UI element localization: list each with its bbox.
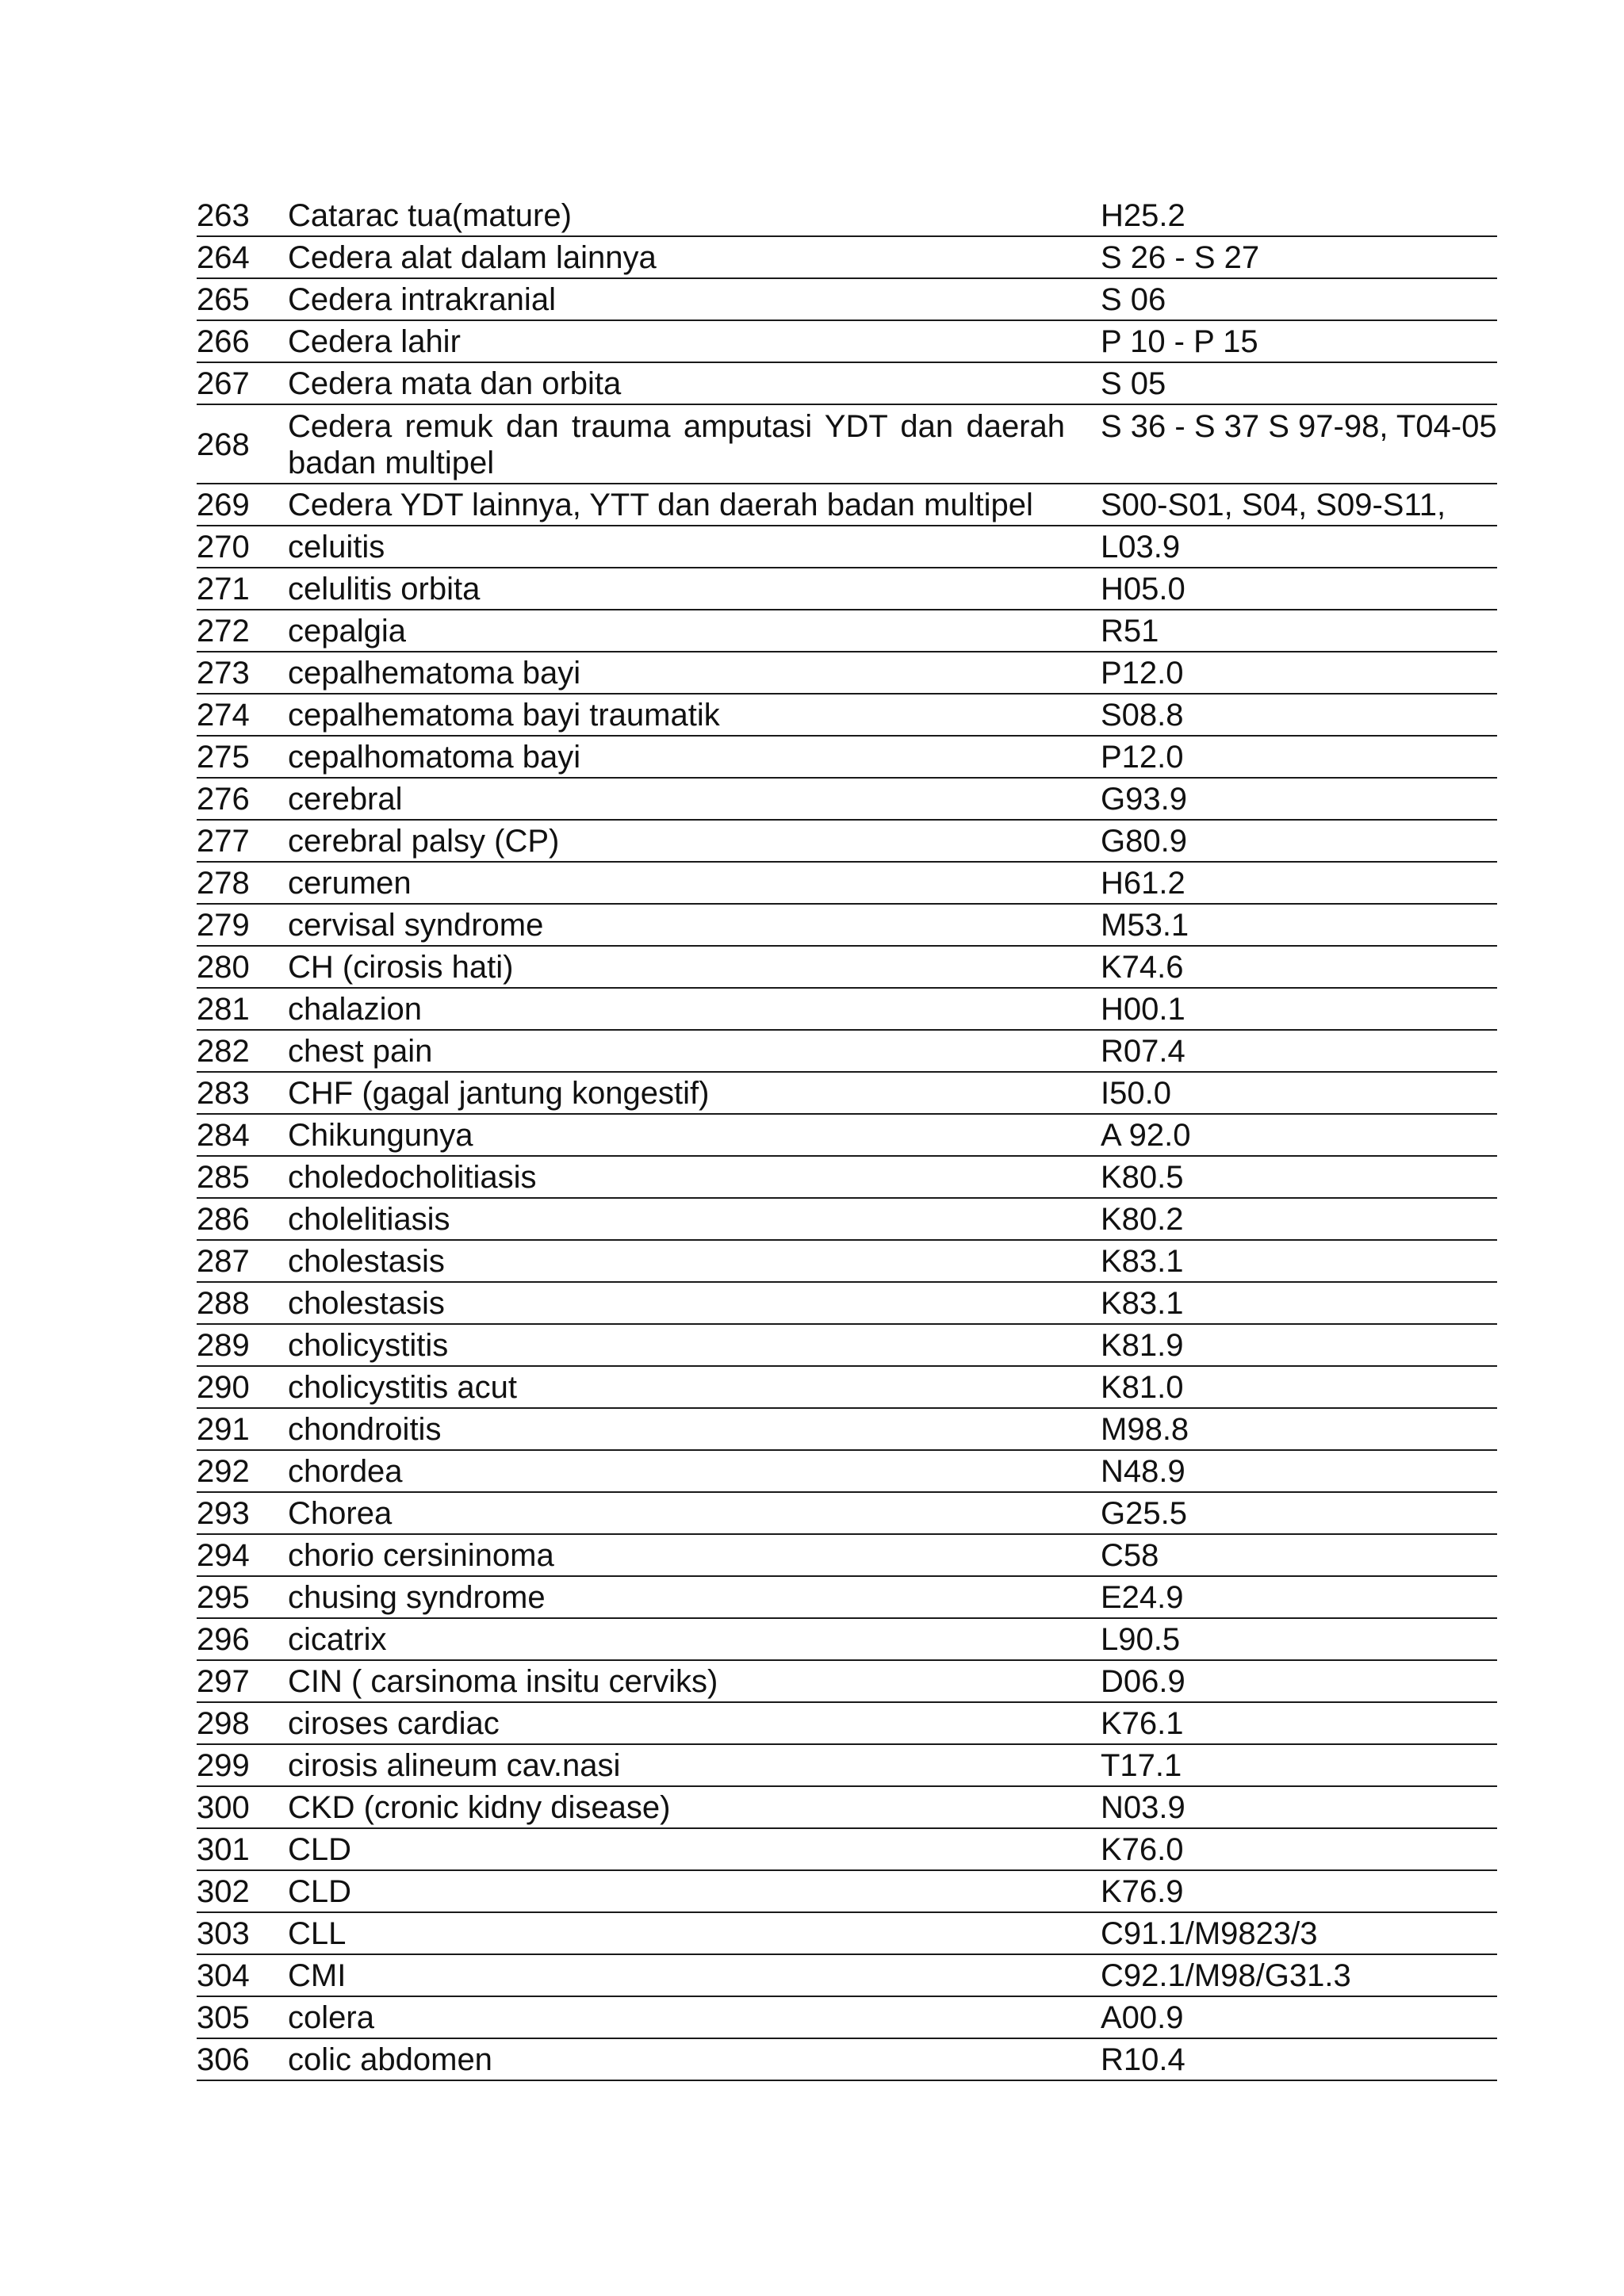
diagnosis-name: cicatrix bbox=[288, 1622, 387, 1657]
table-row bbox=[197, 1325, 1497, 1367]
table-row bbox=[197, 1535, 1497, 1577]
row-number: 286 bbox=[197, 1202, 250, 1237]
icd-code: K80.5 bbox=[1101, 1160, 1184, 1195]
table-row bbox=[197, 484, 1497, 526]
diagnosis-code-table bbox=[197, 195, 1497, 2081]
diagnosis-name: CHF (gagal jantung kongestif) bbox=[288, 1076, 710, 1111]
diagnosis-name: Cedera intrakranial bbox=[288, 282, 556, 317]
diagnosis-name: Cedera alat dalam lainnya bbox=[288, 240, 657, 275]
icd-code: R51 bbox=[1101, 614, 1159, 649]
table-row bbox=[197, 1157, 1497, 1199]
diagnosis-name: Cedera lahir bbox=[288, 324, 461, 359]
table-row bbox=[197, 1829, 1497, 1871]
diagnosis-name: CLD bbox=[288, 1832, 352, 1867]
row-number: 291 bbox=[197, 1412, 250, 1447]
table-row bbox=[197, 905, 1497, 947]
diagnosis-name: chalazion bbox=[288, 992, 423, 1027]
icd-code: H00.1 bbox=[1101, 992, 1185, 1027]
row-number: 290 bbox=[197, 1370, 250, 1405]
row-number: 296 bbox=[197, 1622, 250, 1657]
icd-code: M98.8 bbox=[1101, 1412, 1189, 1447]
table-row bbox=[197, 1787, 1497, 1829]
diagnosis-name: cepalhematoma bayi traumatik bbox=[288, 698, 720, 733]
row-number: 294 bbox=[197, 1538, 250, 1573]
table-row bbox=[197, 568, 1497, 610]
icd-code: S 36 - S 37 S 97-98, T04-05 bbox=[1101, 409, 1497, 444]
table-row bbox=[197, 237, 1497, 279]
row-number: 285 bbox=[197, 1160, 250, 1195]
table-row bbox=[197, 1745, 1497, 1787]
table-row bbox=[197, 1703, 1497, 1745]
diagnosis-name: chest pain bbox=[288, 1034, 433, 1069]
diagnosis-name: cerebral bbox=[288, 782, 403, 817]
row-number: 273 bbox=[197, 656, 250, 691]
row-number: 306 bbox=[197, 2042, 250, 2077]
table-row bbox=[197, 1661, 1497, 1703]
diagnosis-name: choledocholitiasis bbox=[288, 1160, 537, 1195]
row-number: 304 bbox=[197, 1958, 250, 1993]
row-number: 282 bbox=[197, 1034, 250, 1069]
icd-code: K76.9 bbox=[1101, 1874, 1184, 1909]
table-row bbox=[197, 405, 1497, 484]
row-number: 271 bbox=[197, 572, 250, 607]
row-number: 284 bbox=[197, 1118, 250, 1153]
icd-code: T17.1 bbox=[1101, 1748, 1182, 1783]
icd-code: A00.9 bbox=[1101, 2000, 1184, 2035]
icd-code: D06.9 bbox=[1101, 1664, 1185, 1699]
table-row bbox=[197, 610, 1497, 652]
row-number: 275 bbox=[197, 740, 250, 775]
table-row bbox=[197, 821, 1497, 863]
icd-code: K76.0 bbox=[1101, 1832, 1184, 1867]
diagnosis-name: cepalgia bbox=[288, 614, 407, 649]
table-row bbox=[197, 1913, 1497, 1955]
row-number: 264 bbox=[197, 240, 250, 275]
icd-code: P 10 - P 15 bbox=[1101, 324, 1258, 359]
icd-code: G80.9 bbox=[1101, 824, 1187, 859]
diagnosis-name: Cedera mata dan orbita bbox=[288, 366, 622, 401]
icd-code: K76.1 bbox=[1101, 1706, 1184, 1741]
diagnosis-name: Chikungunya bbox=[288, 1118, 473, 1153]
diagnosis-name: chusing syndrome bbox=[288, 1580, 546, 1615]
icd-code: C58 bbox=[1101, 1538, 1159, 1573]
table-row bbox=[197, 1115, 1497, 1157]
table-row bbox=[197, 1955, 1497, 1997]
row-number: 283 bbox=[197, 1076, 250, 1111]
icd-code: C92.1/M98/G31.3 bbox=[1101, 1958, 1351, 1993]
diagnosis-name: CIN ( carsinoma insitu cerviks) bbox=[288, 1664, 718, 1699]
table-row bbox=[197, 1997, 1497, 2039]
icd-code: K83.1 bbox=[1101, 1286, 1184, 1321]
table-row bbox=[197, 1619, 1497, 1661]
icd-code: S 05 bbox=[1101, 366, 1166, 401]
row-number: 293 bbox=[197, 1496, 250, 1531]
row-number: 272 bbox=[197, 614, 250, 649]
row-number: 295 bbox=[197, 1580, 250, 1615]
table-row bbox=[197, 947, 1497, 989]
diagnosis-name: cerumen bbox=[288, 866, 412, 901]
table-row bbox=[197, 2039, 1497, 2081]
diagnosis-name: chordea bbox=[288, 1454, 403, 1489]
icd-code: S08.8 bbox=[1101, 698, 1184, 733]
table-row bbox=[197, 321, 1497, 363]
table-row bbox=[197, 1241, 1497, 1283]
row-number: 302 bbox=[197, 1874, 250, 1909]
diagnosis-name: CLL bbox=[288, 1916, 347, 1951]
icd-code: S 06 bbox=[1101, 282, 1166, 317]
diagnosis-name: celulitis orbita bbox=[288, 572, 481, 607]
icd-code: E24.9 bbox=[1101, 1580, 1184, 1615]
table-row bbox=[197, 863, 1497, 905]
table-row bbox=[197, 737, 1497, 779]
row-number: 267 bbox=[197, 366, 250, 401]
row-number: 265 bbox=[197, 282, 250, 317]
table-row bbox=[197, 1283, 1497, 1325]
diagnosis-name: cervisal syndrome bbox=[288, 908, 544, 943]
diagnosis-name: CLD bbox=[288, 1874, 352, 1909]
diagnosis-name: celuitis bbox=[288, 530, 385, 564]
icd-code: L90.5 bbox=[1101, 1622, 1181, 1657]
diagnosis-name: CKD (cronic kidny disease) bbox=[288, 1790, 671, 1825]
table-row bbox=[197, 363, 1497, 405]
row-number: 301 bbox=[197, 1832, 250, 1867]
diagnosis-name: ciroses cardiac bbox=[288, 1706, 500, 1741]
row-number: 269 bbox=[197, 488, 250, 522]
icd-code: K81.9 bbox=[1101, 1328, 1184, 1363]
diagnosis-name: cholestasis bbox=[288, 1286, 445, 1321]
row-number: 266 bbox=[197, 324, 250, 359]
row-number: 278 bbox=[197, 866, 250, 901]
row-number: 305 bbox=[197, 2000, 250, 2035]
diagnosis-name: cepalhomatoma bayi bbox=[288, 740, 581, 775]
table-row bbox=[197, 1199, 1497, 1241]
diagnosis-name: Cedera remuk dan trauma amputasi YDT dan daerah badan multipel bbox=[288, 409, 1065, 480]
table-row bbox=[197, 1073, 1497, 1115]
table-row bbox=[197, 279, 1497, 321]
diagnosis-name: chondroitis bbox=[288, 1412, 442, 1447]
table-row bbox=[197, 1409, 1497, 1451]
icd-code: G25.5 bbox=[1101, 1496, 1187, 1531]
diagnosis-name: colic abdomen bbox=[288, 2042, 492, 2077]
row-number: 292 bbox=[197, 1454, 250, 1489]
diagnosis-name: cepalhematoma bayi bbox=[288, 656, 581, 691]
table-row bbox=[197, 1493, 1497, 1535]
icd-code: H61.2 bbox=[1101, 866, 1185, 901]
table-row bbox=[197, 652, 1497, 695]
icd-code: L03.9 bbox=[1101, 530, 1181, 564]
row-number: 299 bbox=[197, 1748, 250, 1783]
diagnosis-name: cholicystitis acut bbox=[288, 1370, 517, 1405]
diagnosis-name: colera bbox=[288, 2000, 374, 2035]
row-number: 279 bbox=[197, 908, 250, 943]
diagnosis-name: cholestasis bbox=[288, 1244, 445, 1279]
table-row bbox=[197, 989, 1497, 1031]
icd-code: P12.0 bbox=[1101, 656, 1184, 691]
diagnosis-name: cholicystitis bbox=[288, 1328, 449, 1363]
icd-code: C91.1/M9823/3 bbox=[1101, 1916, 1318, 1951]
row-number: 298 bbox=[197, 1706, 250, 1741]
row-number: 288 bbox=[197, 1286, 250, 1321]
row-number: 287 bbox=[197, 1244, 250, 1279]
row-number: 263 bbox=[197, 198, 250, 233]
row-number: 289 bbox=[197, 1328, 250, 1363]
row-number: 277 bbox=[197, 824, 250, 859]
icd-code: A 92.0 bbox=[1101, 1118, 1191, 1153]
icd-code: S00-S01, S04, S09-S11, bbox=[1101, 488, 1446, 522]
icd-code: N48.9 bbox=[1101, 1454, 1185, 1489]
diagnosis-name: Chorea bbox=[288, 1496, 393, 1531]
row-number: 297 bbox=[197, 1664, 250, 1699]
row-number: 280 bbox=[197, 950, 250, 985]
icd-code: N03.9 bbox=[1101, 1790, 1185, 1825]
icd-code: R10.4 bbox=[1101, 2042, 1185, 2077]
table-row bbox=[197, 695, 1497, 737]
table-row bbox=[197, 1451, 1497, 1493]
diagnosis-name: Cedera YDT lainnya, YTT dan daerah badan multipel bbox=[288, 488, 1033, 522]
icd-code: I50.0 bbox=[1101, 1076, 1171, 1111]
table-row bbox=[197, 1577, 1497, 1619]
table-row bbox=[197, 779, 1497, 821]
row-number: 274 bbox=[197, 698, 250, 733]
row-number: 276 bbox=[197, 782, 250, 817]
row-number: 270 bbox=[197, 530, 250, 564]
row-number: 268 bbox=[197, 427, 250, 462]
table-row bbox=[197, 195, 1497, 237]
icd-code: P12.0 bbox=[1101, 740, 1184, 775]
diagnosis-name: cerebral palsy (CP) bbox=[288, 824, 560, 859]
icd-code: K74.6 bbox=[1101, 950, 1184, 985]
table-row bbox=[197, 1367, 1497, 1409]
table-row bbox=[197, 1871, 1497, 1913]
icd-code: K81.0 bbox=[1101, 1370, 1184, 1405]
icd-code: R07.4 bbox=[1101, 1034, 1185, 1069]
icd-code: H05.0 bbox=[1101, 572, 1185, 607]
diagnosis-name: CMI bbox=[288, 1958, 347, 1993]
diagnosis-name: cirosis alineum cav.nasi bbox=[288, 1748, 621, 1783]
diagnosis-name: cholelitiasis bbox=[288, 1202, 450, 1237]
diagnosis-name: Catarac tua(mature) bbox=[288, 198, 572, 233]
icd-code: G93.9 bbox=[1101, 782, 1187, 817]
row-number: 281 bbox=[197, 992, 250, 1027]
row-number: 300 bbox=[197, 1790, 250, 1825]
row-number: 303 bbox=[197, 1916, 250, 1951]
table-row bbox=[197, 526, 1497, 568]
icd-code: K83.1 bbox=[1101, 1244, 1184, 1279]
icd-code: H25.2 bbox=[1101, 198, 1185, 233]
diagnosis-name: CH (cirosis hati) bbox=[288, 950, 514, 985]
icd-code: K80.2 bbox=[1101, 1202, 1184, 1237]
table-row bbox=[197, 1031, 1497, 1073]
diagnosis-name: chorio cersininoma bbox=[288, 1538, 554, 1573]
icd-code: S 26 - S 27 bbox=[1101, 240, 1260, 275]
icd-code: M53.1 bbox=[1101, 908, 1189, 943]
